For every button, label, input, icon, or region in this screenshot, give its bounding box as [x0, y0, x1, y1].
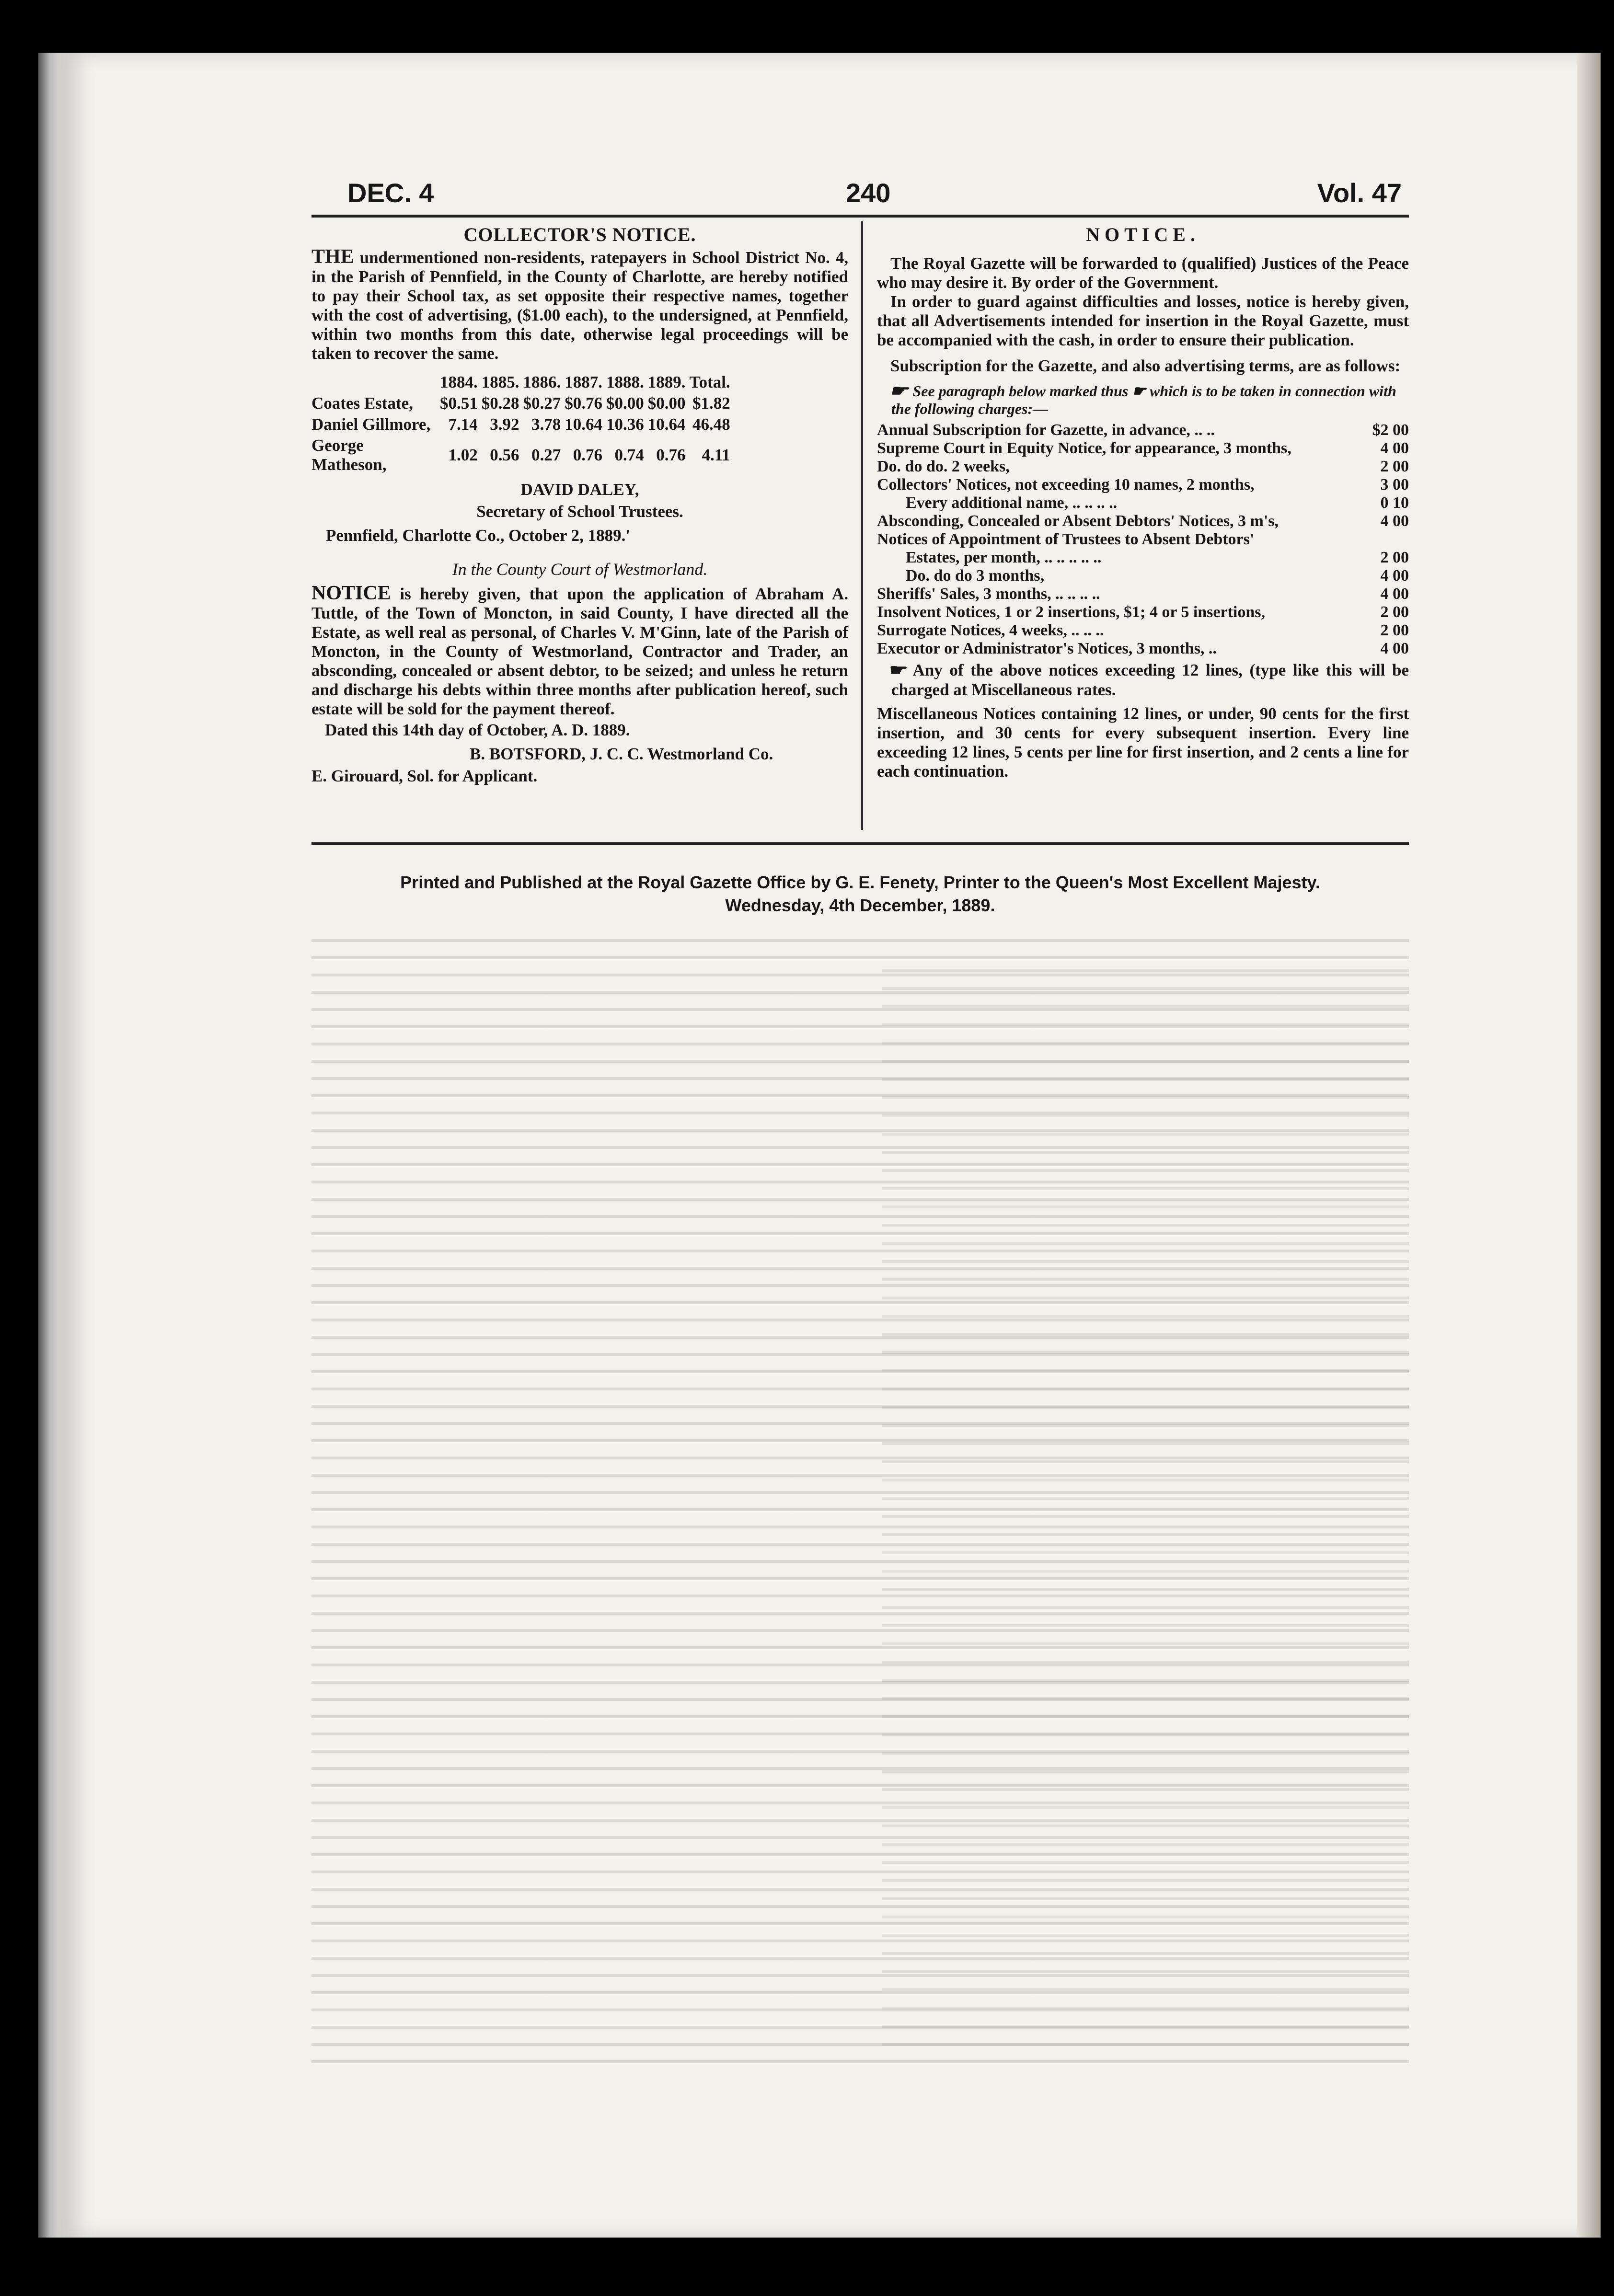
collectors-notice-first-word: THE — [311, 246, 354, 268]
table-row — [877, 621, 1409, 640]
table-row — [877, 640, 1409, 658]
rates-table — [877, 421, 1409, 658]
table-row — [877, 512, 1409, 530]
rate-description: Surrogate Notices, 4 weeks, .. .. .. — [877, 621, 1104, 639]
tax-cell: $0.27 — [523, 394, 561, 413]
gazette-hand-para-text: Any of the above notices exceeding 12 lines, (type like this will be charged at Miscellaneous rates. — [891, 661, 1409, 699]
tax-header-cell: 1888. — [606, 373, 644, 391]
rates-table-body — [877, 421, 1409, 658]
tax-cell: Coates Estate, — [311, 394, 413, 413]
tax-header-cell: 1885. — [481, 373, 519, 391]
gazette-hand-para — [877, 661, 1409, 700]
court-notice-body — [311, 584, 848, 719]
rate-price: 2 00 — [1380, 603, 1409, 621]
pointing-hand-icon: ☛ — [889, 662, 909, 679]
rate-description: Collectors' Notices, not exceeding 10 names, 2 months, — [877, 476, 1255, 494]
rate-description: Do. do do 3 months, — [906, 567, 1045, 585]
tax-cell: 10.36 — [606, 415, 644, 434]
table-row — [877, 603, 1409, 621]
notices-bottom-rule — [311, 842, 1409, 845]
tax-header-cell: 1886. — [523, 373, 561, 391]
rate-price — [1347, 530, 1409, 549]
rate-price: 2 00 — [1380, 458, 1409, 475]
tax-cell: 0.56 — [490, 446, 519, 464]
collectors-signer-name: DAVID DALEY, — [520, 480, 639, 499]
show-through-text-right — [882, 953, 1409, 2055]
tax-header-cell: 1884. — [440, 373, 478, 391]
rate-description: Insolvent Notices, 1 or 2 insertions, $1; 4 or 5 insertions, — [877, 603, 1266, 621]
tax-cell: $0.76 — [565, 394, 602, 413]
tax-cell: 0.76 — [573, 446, 602, 464]
pointing-hand-icon: ☛ — [889, 382, 909, 400]
page-edge-right — [1577, 53, 1601, 2238]
table-row — [877, 494, 1409, 512]
tax-header-cell: Total. — [689, 373, 730, 391]
court-notice-text: is hereby given, that upon the application of Abraham A. Tuttle, of the Town of Moncton, in said County, I have directed all the Estate, as well real as personal, of Charles V. M'Ginn, late of the Parish of Moncton, in the County of Westmorland, Contractor and Trader, an absconding, concealed or absent debtor, to be seized; and unless he return and discharge his debts within three months after publication hereof, such estate will be sold for the payment thereof. — [311, 585, 849, 718]
gazette-notice-title: NOTICE. — [1086, 224, 1200, 245]
rate-description: Executor or Administrator's Notices, 3 months, .. — [877, 640, 1217, 657]
tax-table — [311, 372, 734, 475]
table-row — [877, 458, 1409, 476]
tax-cell: $0.51 — [440, 394, 478, 413]
table-row — [877, 476, 1409, 494]
header-date: DEC. 4 — [347, 178, 434, 208]
table-row — [311, 414, 734, 435]
imprint-line2: Wednesday, 4th December, 1889. — [725, 895, 995, 915]
tax-cell: $0.28 — [481, 394, 519, 413]
header-page-number: 240 — [846, 178, 891, 208]
header-volume: Vol. 47 — [1317, 178, 1402, 208]
rate-price: 4 00 — [1380, 439, 1409, 457]
tax-cell: 0.74 — [614, 446, 644, 464]
gazette-hand-note — [877, 382, 1409, 417]
tax-header-cell — [311, 372, 440, 393]
gazette-notice-para2: In order to guard against difficulties and losses, notice is hereby given, that all Advertisements intended for insertion in the Royal Gazette, must be accompanied with the cash, in order to ensure their publication. — [877, 292, 1409, 349]
rate-description: Every additional name, .. .. .. .. — [906, 494, 1118, 512]
tax-cell: Daniel Gillmore, — [311, 415, 431, 434]
page-header — [347, 177, 1402, 211]
gazette-misc-para: Miscellaneous Notices containing 12 lines, or under, 90 cents for the first insertion, and 30 cents for every subsequent insertion. Every line exceeding 12 lines, 5 cents per line for first insertion, and 2 cents a line for each continuation. — [877, 704, 1409, 781]
imprint-line1: Printed and Published at the Royal Gazette Office by G. E. Fenety, Printer to the Queen's Most Excellent Majesty. — [400, 872, 1320, 892]
table-row — [877, 421, 1409, 439]
gazette-notice-para1: The Royal Gazette will be forwarded to (qualified) Justices of the Peace who may desire it. By order of the Government. — [877, 254, 1409, 292]
tax-cell: 3.78 — [531, 415, 561, 434]
tax-cell: 10.64 — [565, 415, 602, 434]
rate-price: 2 00 — [1380, 549, 1409, 566]
rate-price: $2 00 — [1372, 421, 1409, 439]
rate-price: 4 00 — [1380, 512, 1409, 530]
rate-description: Notices of Appointment of Trustees to Absent Debtors' — [877, 530, 1255, 548]
table-row — [311, 393, 734, 414]
tax-cell: 4.11 — [702, 446, 730, 464]
rate-description: Annual Subscription for Gazette, in advance, .. .. — [877, 421, 1215, 439]
tax-cell: 3.92 — [490, 415, 519, 434]
table-row — [877, 439, 1409, 458]
tax-cell: George Matheson, — [311, 436, 387, 474]
tax-cell: 46.48 — [692, 415, 730, 434]
tax-cell: 7.14 — [448, 415, 478, 434]
court-notice-dated: Dated this 14th day of October, A. D. 1889. — [325, 721, 630, 739]
court-notice-heading: In the County Court of Westmorland. — [452, 560, 708, 579]
table-row — [877, 585, 1409, 603]
gazette-notice-para3: Subscription for the Gazette, and also advertising terms, are as follows: — [890, 356, 1401, 375]
tax-cell: 0.27 — [531, 446, 561, 464]
rate-description: Sheriffs' Sales, 3 months, .. .. .. .. — [877, 585, 1100, 603]
court-notice-solicitor: E. Girouard, Sol. for Applicant. — [311, 767, 538, 785]
rate-description: Estates, per month, .. .. .. .. .. — [906, 549, 1102, 566]
rate-price: 4 00 — [1380, 640, 1409, 657]
tax-cell: $0.00 — [606, 394, 644, 413]
left-column — [311, 225, 848, 786]
right-column — [877, 225, 1409, 781]
tax-header-cell: 1887. — [565, 373, 602, 391]
column-divider — [861, 221, 863, 830]
imprint — [311, 871, 1409, 917]
rate-price: 2 00 — [1380, 621, 1409, 639]
collectors-notice-text: undermentioned non-residents, ratepayers in School District No. 4, in the Parish of Pennfield, in the County of Charlotte, are hereby notified to pay their School tax, as set opposite their respective names, together with the cost of advertising, ($1.00 each), to the undersigned, at Pennfield, within two months from this date, otherwise legal proceedings will be taken to recover the same. — [311, 248, 848, 363]
tax-header-cell: 1889. — [647, 373, 686, 391]
tax-cell: $0.00 — [647, 394, 686, 413]
court-notice-judge: B. BOTSFORD, J. C. C. Westmorland Co. — [470, 745, 773, 763]
rate-price: 3 00 — [1380, 476, 1409, 494]
rate-description: Absconding, Concealed or Absent Debtors' Notices, 3 m's, — [877, 512, 1279, 530]
table-row — [877, 567, 1409, 585]
rate-description: Supreme Court in Equity Notice, for appearance, 3 months, — [877, 439, 1291, 457]
collectors-signer-title: Secretary of School Trustees. — [476, 502, 683, 521]
rate-price: 0 10 — [1380, 494, 1409, 512]
tax-cell: $1.82 — [692, 394, 730, 413]
table-row — [311, 435, 734, 475]
court-notice-first-word: NOTICE — [311, 582, 391, 604]
table-row — [877, 549, 1409, 567]
rate-price: 4 00 — [1380, 567, 1409, 585]
tax-table-header — [311, 372, 734, 393]
tax-cell: 1.02 — [448, 446, 478, 464]
gazette-hand-note-text: See paragraph below marked thus ☛ which is to be taken in connection with the following charges:— — [891, 382, 1396, 417]
tax-cell: 10.64 — [647, 415, 686, 434]
header-rule — [311, 215, 1409, 218]
tax-cell: 0.76 — [656, 446, 686, 464]
rate-description: Do. do do. 2 weeks, — [877, 458, 1010, 475]
rate-price: 4 00 — [1380, 585, 1409, 603]
collectors-notice-body — [311, 247, 848, 363]
collectors-place-date: Pennfield, Charlotte Co., October 2, 1889.' — [326, 526, 631, 545]
collectors-notice-title: COLLECTOR'S NOTICE. — [463, 224, 696, 245]
table-row — [877, 530, 1409, 549]
